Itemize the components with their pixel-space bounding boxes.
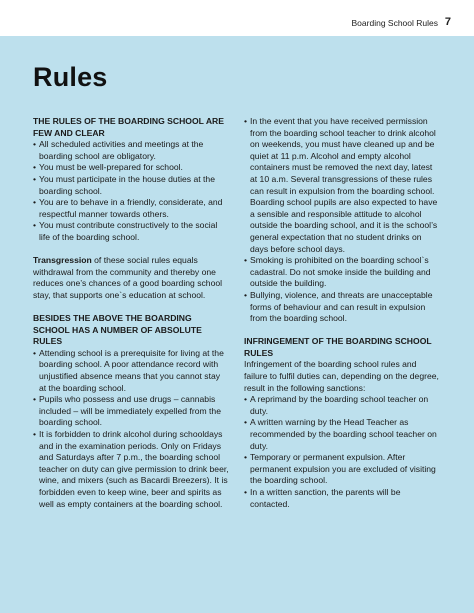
list-item: • You must be well-prepared for school. xyxy=(33,162,229,174)
content-panel xyxy=(0,36,474,613)
list-item: • It is forbidden to drink alcohol during schooldays and in the examination periods. Only on Fridays and Saturdays after 7 p.m., the boarding school teacher on duty can give permission to drink beer, wine, and mixers (such as Bacardi Breezers). It is forbidden even to keep wine, beer and spirits as well as empty containers at the boarding school. xyxy=(33,429,229,510)
list-item: • Pupils who possess and use drugs – cannabis included – will be immediately expelled from the boarding school. xyxy=(33,394,229,429)
page-number: 7 xyxy=(444,16,451,28)
list-item: • You must contribute constructively to the social life of the boarding school. xyxy=(33,220,229,243)
list-item: • You are to behave in a friendly, considerate, and respectful manner towards others. xyxy=(33,197,229,220)
infringement-intro: Infringement of the boarding school rules and failure to fulfil duties can, depending on the degree, result in the following sanctions: xyxy=(244,359,439,393)
spacer xyxy=(33,302,229,314)
list-item: • In a written sanction, the parents will be contacted. xyxy=(244,487,440,510)
absolute-rules-list xyxy=(33,348,229,510)
left-column xyxy=(33,116,229,510)
list-item: • Attending school is a prerequisite for living at the boarding school. A poor attendance record with unjustified absence means that you cannot stay at the boarding school. xyxy=(33,348,229,394)
sanctions-list xyxy=(244,394,440,510)
list-item: • A written warning by the Head Teacher as recommended by the boarding school teacher on duty. xyxy=(244,417,440,452)
section-heading-infringement: INFRINGEMENT OF THE BOARDING SCHOOL RULES xyxy=(244,336,432,358)
list-item: • Smoking is prohibited on the boarding school`s cadastral. Do not smoke inside the building and outside the building. xyxy=(244,255,440,290)
list-item: • All scheduled activities and meetings at the boarding school are obligatory. xyxy=(33,139,229,162)
section-heading-absolute-rules: BESIDES THE ABOVE THE BOARDING SCHOOL HAS A NUMBER OF ABSOLUTE RULES xyxy=(33,313,202,347)
spacer xyxy=(33,244,229,256)
right-column xyxy=(244,116,440,510)
page-title: Rules xyxy=(33,62,108,92)
running-title: Boarding School Rules xyxy=(351,18,438,28)
transgression-term: Transgression xyxy=(33,255,92,266)
rules-list xyxy=(33,139,229,243)
list-item: • A reprimand by the boarding school teacher on duty. xyxy=(244,394,440,417)
transgression-paragraph xyxy=(33,255,229,301)
section-heading-rules: THE RULES OF THE BOARDING SCHOOL ARE FEW AND CLEAR xyxy=(33,116,224,138)
list-item: • Temporary or permanent expulsion. After permanent expulsion you are excluded of visiting the boarding school. xyxy=(244,452,440,487)
list-item: • Bullying, violence, and threats are unacceptable forms of behaviour and can result in expulsion from the boarding school. xyxy=(244,290,440,325)
list-item: • You must participate in the house duties at the boarding school. xyxy=(33,174,229,197)
spacer xyxy=(244,325,440,337)
absolute-rules-list-continued xyxy=(244,116,440,325)
list-item: • In the event that you have received permission from the boarding school teacher to drink alcohol on weekends, you must have cleaned up and be quiet at 11 p.m. Alcohol and empty alcohol containers must be removed the next day, latest at 10 a.m. Several transgressions of these rules can result in expulsion from the boarding school. Boarding school pupils are also expected to have a sensible and responsible attitude to alcohol outside the boarding school, and it is the school’s general expectation that no student drinks on days before school days. xyxy=(244,116,440,255)
page-header xyxy=(0,0,474,36)
transgression-text: of these social rules equals withdrawal from the community and thereby one reduces one’s chances of a good boarding school stay, that supports one`s education at school. xyxy=(33,255,223,300)
